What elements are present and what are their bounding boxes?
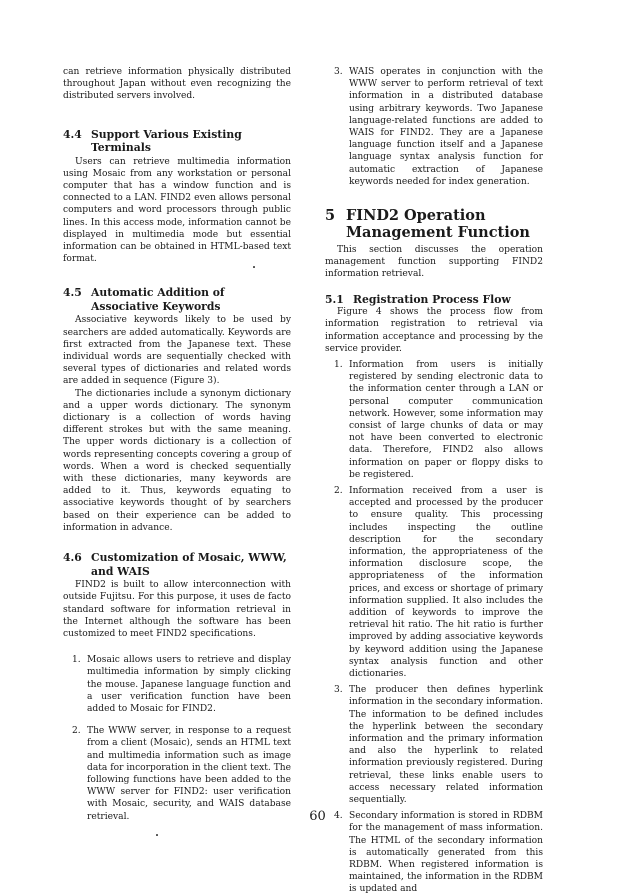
section-title: FIND2 Operation Management Function xyxy=(346,207,530,241)
list-text: Information from users is initially registered by sending electronic data to the information center through a LAN or personal computer communication network. However, some information may consist of large chunks of data or may not have been converted to electronic data. Therefore, FIND2 also allows information on paper or floppy disks to be registered. xyxy=(349,359,543,480)
section-title: Customization of Mosaic, WWW, and WAIS xyxy=(91,551,287,578)
section-number: 5.1 xyxy=(325,292,344,306)
body-paragraph: can retrieve information physically distributed throughout Japan without even recognizing the distributed servers involved. xyxy=(63,67,291,102)
body-paragraph: Associative keywords likely to be used by searchers are added automatically. Keywords are first extracted from the Japanese text. These individual words are sequentially checked with several types of dictionaries and related words are added in sequence (Figure 3). xyxy=(63,315,291,387)
body-paragraph: Figure 4 shows the process flow from information registration to retrieval via information acceptance and processing by the service provider. xyxy=(325,307,543,354)
list-text: WAIS operates in conjunction with the WWW server to perform retrieval of text information in a distributed database using arbitrary keywords. Two Japanese language-related functions are added to WAIS for FIND2. They are a Japanese language function itself and a Japanese language syntax analysis function for automatic extraction of Japanese keywords needed for index generation. xyxy=(349,67,543,187)
list-text: The producer then defines hyperlink information in the secondary information. The information to be defined includes the hyperlink between the secondary information and the primary information and also the hyperlink to related information previously registered. During retrieval, these links enable users to access necessary related information sequentially. xyxy=(349,685,543,806)
list-text: Information received from a user is accepted and processed by the producer to ensure quality. This processing includes inspecting the outline description for the secondary information, the appropriateness of the information disclosure scope, the appropriateness of the information prices, and excess or shortage of primary information supplied. It also includes the addition of keywords to improve the retrieval hit ratio. The hit ratio is further improved by adding associative keywords by keyword addition using the Japanese syntax analysis function and other dictionaries. xyxy=(349,485,543,680)
list-number: 4. xyxy=(334,811,343,822)
list-number: 1. xyxy=(334,359,343,370)
left-column xyxy=(63,66,291,823)
section-heading-5-1 xyxy=(325,293,543,307)
section-heading-4-6 xyxy=(63,551,291,578)
list-number: 1. xyxy=(72,655,81,666)
section-number: 4.5 xyxy=(63,286,82,300)
body-paragraph: FIND2 is built to allow interconnection with outside Fujitsu. For this purpose, it uses de facto standard software for information retrieval in the Internet although the software has been customized to meet FIND2 specifications. xyxy=(63,580,291,639)
list-item xyxy=(63,654,291,715)
list-number: 2. xyxy=(334,485,343,496)
list-item xyxy=(325,485,543,680)
section-title: Support Various Existing Terminals xyxy=(91,127,242,155)
numbered-list-continued xyxy=(325,66,543,188)
section-heading-4-4 xyxy=(63,128,291,155)
section-title: Automatic Addition of Associative Keywords xyxy=(91,286,225,313)
numbered-list xyxy=(63,654,291,823)
section-number: 4.6 xyxy=(63,551,82,565)
list-text: The WWW server, in response to a request from a client (Mosaic), sends an HTML text and multimedia information such as image data for incorporation in the client text. The following functions have been added to the WWW server for FIND2: user verification with Mosaic, security, and WAIS database retrieval. xyxy=(87,726,291,822)
list-number: 3. xyxy=(334,67,343,77)
page-number: 60 xyxy=(309,809,326,824)
list-item xyxy=(325,684,543,806)
list-text: Secondary information is stored in RDBM for the management of mass information. The HTML of the secondary information is automatically generated from this RDBM. When registered information is maintained, the information in the RDBM is updated and xyxy=(349,811,543,895)
list-number: 3. xyxy=(334,685,343,696)
section-heading-5 xyxy=(325,208,543,241)
scan-speck xyxy=(253,266,255,268)
list-item xyxy=(325,66,543,188)
list-number: 2. xyxy=(72,726,81,737)
body-paragraph: The dictionaries include a synonym dictionary and a upper words dictionary. The synonym dictionary is a collection of words having different strokes but with the same meaning. The upper words dictionary is a collection of words representing concepts covering a group of words. When a word is checked sequentially with these dictionaries, many keywords are added to it. Thus, keywords equating to associative keywords thought of by searchers based on their experience can be added to information in advance. xyxy=(63,388,291,533)
list-item xyxy=(325,359,543,481)
body-paragraph: This section discusses the operation management function supporting FIND2 information retrieval. xyxy=(325,245,543,280)
scan-speck xyxy=(156,834,158,836)
section-number: 5 xyxy=(325,207,336,225)
section-title: Registration Process Flow xyxy=(353,292,511,306)
body-paragraph: Users can retrieve multimedia information using Mosaic from any workstation or personal computer that has a window function and is connected to a LAN. FIND2 even allows personal computers and word processors through public lines. In this access mode, information cannot be displayed in multimedia mode but essential information can be obtained in HTML-based text format. xyxy=(63,156,291,265)
right-column xyxy=(325,66,543,896)
section-heading-4-5 xyxy=(63,286,291,313)
list-text: Mosaic allows users to retrieve and display multimedia information by simply clicking the mouse. Japanese language function and a user verification function have been added to Mosaic for FIND2. xyxy=(87,655,291,714)
section-number: 4.4 xyxy=(63,127,82,141)
